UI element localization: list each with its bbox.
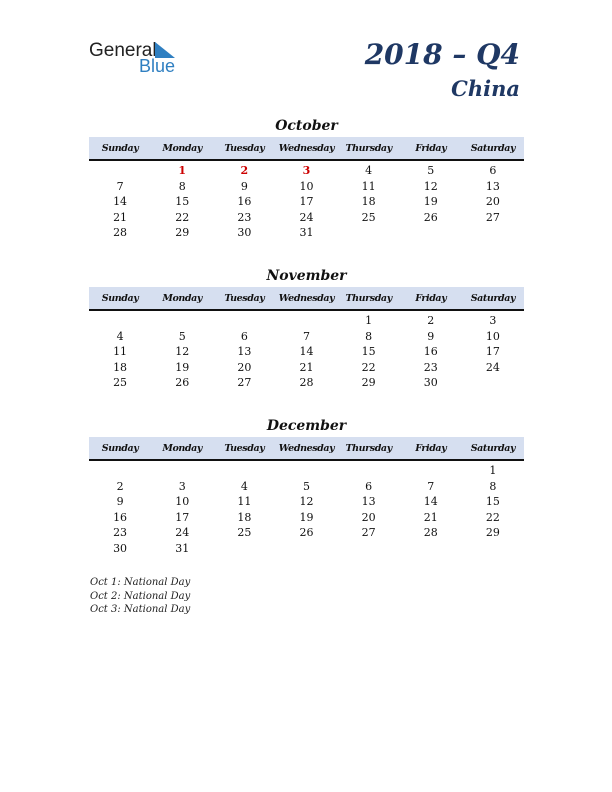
day-cell: 19: [299, 510, 314, 524]
empty-day-cell: [213, 463, 275, 479]
holiday-note: Oct 1: National Day: [90, 577, 191, 588]
page-title: 2018 – Q4: [364, 38, 520, 71]
day-cell: 20: [237, 360, 252, 374]
day-cell: 25: [237, 526, 252, 539]
day-cell: 12: [299, 495, 314, 508]
week-row: [89, 375, 524, 391]
empty-day-cell: [338, 225, 400, 241]
day-cell: 12: [423, 179, 438, 193]
weekday-label: Tuesday: [224, 292, 265, 304]
day-cell: 9: [240, 179, 248, 193]
day-cell: 7: [302, 329, 310, 343]
week-row: [89, 194, 524, 210]
empty-day-cell: [213, 313, 275, 329]
day-cell: 3: [178, 479, 186, 493]
week-row: [89, 329, 524, 345]
empty-day-cell: [89, 463, 151, 479]
logo-blue-text: Blue: [139, 56, 176, 76]
day-cell: 20: [485, 195, 500, 208]
week-row: [89, 210, 524, 226]
empty-day-cell: [89, 313, 151, 329]
week-row: [89, 510, 524, 526]
week-row: [89, 525, 524, 541]
day-cell: 14: [299, 345, 314, 358]
month-grid: [89, 161, 524, 241]
month-december: [89, 415, 524, 556]
day-cell: 4: [116, 329, 124, 343]
day-cell: 24: [299, 210, 314, 224]
day-cell: 17: [485, 345, 500, 358]
day-cell: 30: [113, 541, 128, 555]
day-cell: 21: [299, 360, 314, 374]
week-row: [89, 360, 524, 376]
day-cell: 22: [175, 210, 190, 224]
day-cell: 23: [237, 210, 252, 224]
day-cell: 16: [237, 195, 252, 208]
month-october: [89, 115, 524, 241]
day-cell: 30: [237, 226, 252, 239]
day-cell: 13: [237, 345, 252, 358]
day-cell: 5: [302, 479, 310, 493]
day-cell: 3: [489, 314, 497, 327]
weekday-header: [89, 287, 524, 311]
day-cell: 1: [489, 464, 497, 477]
day-cell: 20: [361, 510, 376, 524]
day-cell: 18: [237, 510, 252, 524]
day-cell: 21: [113, 210, 128, 224]
day-cell: 1: [178, 164, 187, 177]
weekday-label: Tuesday: [224, 442, 265, 454]
day-cell: 13: [361, 495, 376, 508]
empty-day-cell: [213, 541, 275, 557]
day-cell: 23: [423, 360, 438, 374]
weekday-label: Thursday: [345, 142, 392, 154]
day-cell: 2: [116, 479, 124, 493]
day-cell: 30: [423, 376, 438, 389]
empty-day-cell: [400, 541, 462, 557]
day-cell: 10: [175, 495, 190, 508]
day-cell: 16: [113, 510, 128, 524]
weekday-label: Sunday: [101, 292, 139, 304]
day-cell: 11: [237, 495, 252, 508]
day-cell: 22: [361, 360, 376, 374]
empty-day-cell: [400, 463, 462, 479]
weekday-label: Saturday: [470, 292, 516, 304]
day-cell: 8: [489, 479, 497, 493]
day-cell: 8: [178, 179, 186, 193]
day-cell: 18: [361, 195, 376, 208]
holiday-notes: [90, 576, 190, 617]
empty-day-cell: [275, 313, 337, 329]
week-row: [89, 541, 524, 557]
day-cell: 14: [113, 195, 128, 208]
day-cell: 18: [113, 360, 128, 374]
logo: [89, 40, 199, 80]
month-grid: [89, 311, 524, 391]
day-cell: 10: [485, 329, 500, 343]
empty-day-cell: [462, 225, 524, 241]
holiday-note: Oct 3: National Day: [90, 604, 191, 615]
day-cell: 11: [361, 179, 376, 193]
weekday-label: Monday: [162, 292, 203, 304]
weekday-label: Wednesday: [278, 442, 335, 454]
day-cell: 7: [427, 479, 435, 493]
weekday-label: Friday: [415, 292, 447, 304]
day-cell: 28: [423, 526, 438, 539]
day-cell: 27: [237, 376, 252, 389]
day-cell: 2: [240, 164, 249, 177]
week-row: [89, 225, 524, 241]
empty-day-cell: [89, 163, 151, 179]
day-cell: 29: [361, 376, 376, 389]
day-cell: 8: [365, 329, 373, 343]
day-cell: 15: [361, 345, 376, 358]
weekday-label: Sunday: [101, 142, 139, 154]
weekday-label: Saturday: [470, 142, 516, 154]
day-cell: 16: [423, 345, 438, 358]
day-cell: 6: [489, 164, 497, 177]
day-cell: 19: [423, 195, 438, 208]
empty-day-cell: [462, 541, 524, 557]
day-cell: 5: [427, 164, 435, 177]
day-cell: 6: [365, 479, 373, 493]
day-cell: 28: [113, 226, 128, 239]
day-cell: 21: [423, 510, 438, 524]
day-cell: 5: [178, 329, 186, 343]
day-cell: 7: [116, 179, 124, 193]
day-cell: 19: [175, 360, 190, 374]
day-cell: 10: [299, 179, 314, 193]
empty-day-cell: [400, 225, 462, 241]
week-row: [89, 494, 524, 510]
weekday-header: [89, 437, 524, 461]
weekday-label: Monday: [162, 142, 203, 154]
weekday-label: Thursday: [345, 292, 392, 304]
day-cell: 14: [423, 495, 438, 508]
empty-day-cell: [151, 463, 213, 479]
day-cell: 31: [175, 541, 190, 555]
empty-day-cell: [275, 541, 337, 557]
day-cell: 17: [175, 510, 190, 524]
week-row: [89, 479, 524, 495]
week-row: [89, 344, 524, 360]
day-cell: 29: [485, 526, 500, 539]
week-row: [89, 313, 524, 329]
day-cell: 17: [299, 195, 314, 208]
holiday-note: Oct 2: National Day: [90, 590, 191, 602]
country-title: China: [451, 76, 520, 101]
week-row: [89, 179, 524, 195]
day-cell: 23: [113, 526, 128, 539]
month-november: [89, 265, 524, 391]
day-cell: 26: [299, 526, 314, 539]
day-cell: 13: [485, 179, 500, 193]
day-cell: 29: [175, 226, 190, 239]
day-cell: 27: [361, 526, 376, 539]
weekday-label: Monday: [162, 442, 203, 454]
weekday-label: Wednesday: [278, 142, 335, 154]
weekday-label: Wednesday: [278, 292, 335, 304]
day-cell: 24: [175, 526, 190, 539]
weekday-label: Friday: [415, 442, 447, 454]
month-title: December: [266, 418, 347, 434]
weekday-label: Friday: [415, 142, 447, 154]
month-grid: [89, 461, 524, 556]
day-cell: 4: [240, 479, 248, 493]
day-cell: 12: [175, 345, 190, 358]
month-title: November: [266, 268, 347, 284]
day-cell: 22: [485, 510, 500, 524]
day-cell: 9: [427, 329, 435, 343]
day-cell: 3: [302, 164, 311, 177]
month-title: October: [275, 118, 338, 134]
empty-day-cell: [462, 375, 524, 391]
day-cell: 25: [113, 376, 128, 389]
day-cell: 15: [175, 195, 190, 208]
day-cell: 4: [365, 164, 373, 177]
weekday-header: [89, 137, 524, 161]
week-row: [89, 163, 524, 179]
logo-triangle-icon: [155, 42, 175, 58]
day-cell: 24: [485, 360, 500, 374]
empty-day-cell: [275, 463, 337, 479]
week-row: [89, 463, 524, 479]
day-cell: 9: [116, 495, 124, 508]
empty-day-cell: [338, 541, 400, 557]
day-cell: 28: [299, 376, 314, 389]
day-cell: 26: [175, 376, 190, 389]
day-cell: 1: [365, 314, 373, 327]
weekday-label: Tuesday: [224, 142, 265, 154]
day-cell: 27: [485, 210, 500, 224]
day-cell: 26: [423, 210, 438, 224]
day-cell: 2: [427, 314, 435, 327]
weekday-label: Thursday: [345, 442, 392, 454]
day-cell: 11: [113, 345, 128, 358]
logo-general-text: General: [89, 40, 157, 61]
empty-day-cell: [151, 313, 213, 329]
day-cell: 31: [299, 226, 314, 239]
day-cell: 25: [361, 210, 376, 224]
weekday-label: Sunday: [101, 442, 139, 454]
empty-day-cell: [338, 463, 400, 479]
weekday-label: Saturday: [470, 442, 516, 454]
day-cell: 15: [485, 495, 500, 508]
day-cell: 6: [240, 329, 248, 343]
